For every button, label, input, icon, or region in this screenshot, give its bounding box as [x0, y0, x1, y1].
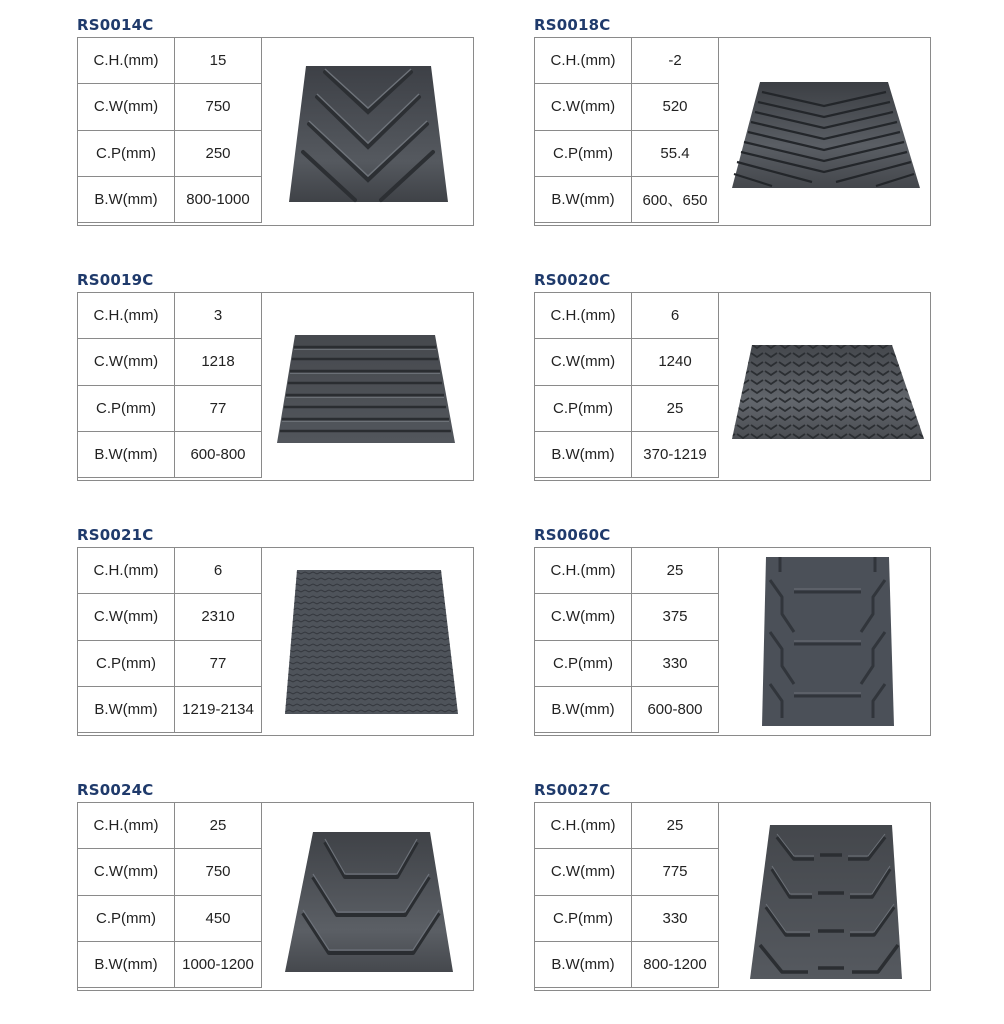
product-code: RS0019C [77, 271, 154, 289]
spec-value: 6 [632, 293, 719, 339]
spec-table [534, 37, 719, 223]
spec-label: B.W(mm) [535, 686, 632, 732]
spec-value: 1219-2134 [175, 686, 262, 732]
spec-value: 15 [175, 38, 262, 84]
spec-value: -2 [632, 38, 719, 84]
spec-label: B.W(mm) [78, 941, 175, 987]
spec-value: 600-800 [175, 431, 262, 477]
spec-label: C.P(mm) [535, 640, 632, 686]
spec-label: C.P(mm) [78, 130, 175, 176]
spec-panel [534, 547, 931, 736]
spec-panel [77, 37, 474, 226]
belt-image [722, 42, 929, 222]
product-code: RS0060C [534, 526, 611, 544]
spec-label: B.W(mm) [78, 176, 175, 222]
spec-panel [77, 547, 474, 736]
spec-value: 375 [632, 594, 719, 640]
spec-label: B.W(mm) [535, 431, 632, 477]
spec-table [77, 547, 262, 733]
spec-value: 25 [175, 803, 262, 849]
spec-label: C.P(mm) [78, 385, 175, 431]
spec-label: C.H.(mm) [78, 803, 175, 849]
spec-table [77, 37, 262, 223]
spec-label: C.P(mm) [535, 895, 632, 941]
spec-value: 77 [175, 640, 262, 686]
spec-value: 6 [175, 548, 262, 594]
spec-value: 370-1219 [632, 431, 719, 477]
spec-value: 55.4 [632, 130, 719, 176]
spec-value: 800-1000 [175, 176, 262, 222]
belt-image [722, 552, 929, 732]
spec-table [534, 547, 719, 733]
spec-value: 2310 [175, 594, 262, 640]
spec-table [534, 292, 719, 478]
spec-value: 600-800 [632, 686, 719, 732]
spec-label: C.H.(mm) [535, 293, 632, 339]
spec-value: 3 [175, 293, 262, 339]
product-code: RS0021C [77, 526, 154, 544]
spec-value: 750 [175, 84, 262, 130]
spec-value: 1218 [175, 339, 262, 385]
spec-label: C.W(mm) [535, 849, 632, 895]
spec-value: 330 [632, 640, 719, 686]
spec-value: 25 [632, 385, 719, 431]
spec-label: B.W(mm) [78, 431, 175, 477]
belt-image [265, 42, 472, 222]
spec-value: 1240 [632, 339, 719, 385]
spec-panel [534, 292, 931, 481]
product-code: RS0018C [534, 16, 611, 34]
spec-label: C.W(mm) [78, 849, 175, 895]
spec-label: C.P(mm) [78, 895, 175, 941]
spec-label: C.W(mm) [78, 339, 175, 385]
spec-value: 330 [632, 895, 719, 941]
belt-image [722, 807, 929, 987]
spec-value: 800-1200 [632, 941, 719, 987]
spec-panel [534, 802, 931, 991]
spec-label: C.P(mm) [535, 385, 632, 431]
spec-label: C.H.(mm) [535, 38, 632, 84]
spec-label: C.W(mm) [78, 84, 175, 130]
belt-image [265, 807, 472, 987]
spec-panel [77, 802, 474, 991]
spec-label: B.W(mm) [535, 941, 632, 987]
spec-value: 775 [632, 849, 719, 895]
belt-image [722, 297, 929, 477]
spec-label: B.W(mm) [78, 686, 175, 732]
spec-table [77, 802, 262, 988]
spec-label: C.P(mm) [78, 640, 175, 686]
spec-panel [534, 37, 931, 226]
product-code: RS0014C [77, 16, 154, 34]
spec-value: 77 [175, 385, 262, 431]
spec-value: 520 [632, 84, 719, 130]
spec-value: 750 [175, 849, 262, 895]
spec-label: C.H.(mm) [78, 548, 175, 594]
product-code: RS0020C [534, 271, 611, 289]
spec-value: 25 [632, 803, 719, 849]
product-code: RS0027C [534, 781, 611, 799]
spec-label: C.W(mm) [535, 84, 632, 130]
spec-label: C.H.(mm) [535, 803, 632, 849]
spec-label: C.H.(mm) [78, 38, 175, 84]
belt-image [265, 297, 472, 477]
spec-value: 1000-1200 [175, 941, 262, 987]
spec-table [534, 802, 719, 988]
spec-label: C.P(mm) [535, 130, 632, 176]
spec-value: 250 [175, 130, 262, 176]
spec-label: C.W(mm) [535, 339, 632, 385]
spec-value: 600、650 [632, 176, 719, 222]
spec-label: C.W(mm) [78, 594, 175, 640]
spec-value: 25 [632, 548, 719, 594]
spec-label: C.H.(mm) [78, 293, 175, 339]
spec-label: C.W(mm) [535, 594, 632, 640]
spec-table [77, 292, 262, 478]
spec-label: C.H.(mm) [535, 548, 632, 594]
spec-label: B.W(mm) [535, 176, 632, 222]
spec-value: 450 [175, 895, 262, 941]
product-code: RS0024C [77, 781, 154, 799]
belt-image [265, 552, 472, 732]
spec-panel [77, 292, 474, 481]
